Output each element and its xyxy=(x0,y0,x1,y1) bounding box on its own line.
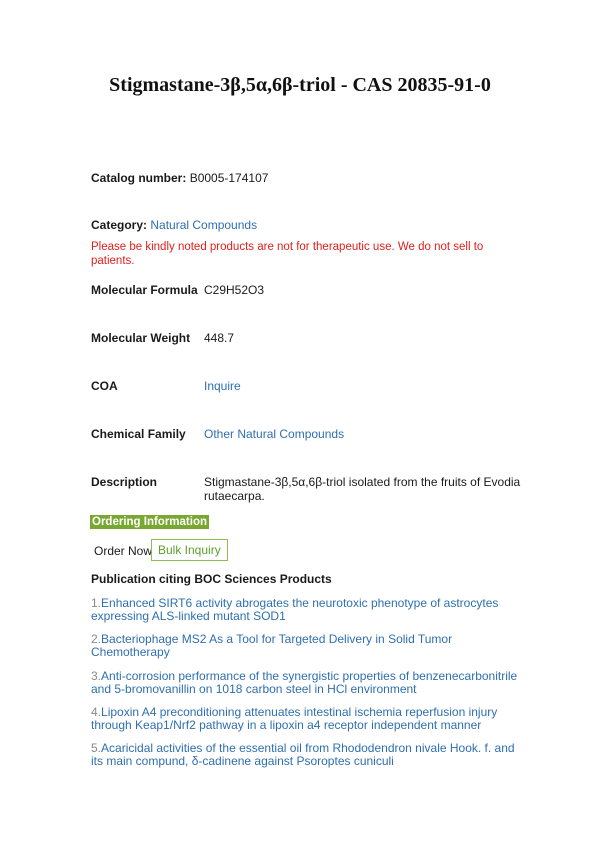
page-title: Stigmastane-3β,5α,6β-triol - CAS 20835-91-0 xyxy=(109,74,491,96)
publication-link[interactable]: Lipoxin A4 preconditioning attenuates intestinal ischemia reperfusion injury through Keap1/Nrf2 pathway in a lipoxin a4 receptor independent manner xyxy=(91,705,498,732)
molecular-weight-label: Molecular Weight xyxy=(91,331,191,345)
publications-title: Publication citing BOC Sciences Products xyxy=(91,572,332,586)
description-value: Stigmastane-3β,5α,6β-triol isolated from the fruits of Evodia rutaecarpa. xyxy=(204,475,521,503)
category-link[interactable]: Natural Compounds xyxy=(150,218,258,232)
molecular-formula-value: C29H52O3 xyxy=(204,283,265,297)
therapeutic-use-notice: Please be kindly noted products are not for therapeutic use. We do not sell to patients. xyxy=(91,241,484,267)
publication-number: 1. xyxy=(91,596,102,610)
bulk-inquiry-button[interactable]: Bulk Inquiry xyxy=(151,539,228,561)
catalog-number xyxy=(91,171,268,185)
publication-item[interactable] xyxy=(91,706,521,732)
chemical-family-label: Chemical Family xyxy=(91,427,186,441)
catalog-number-value: B0005-174107 xyxy=(189,171,269,185)
publication-link[interactable]: Bacteriophage MS2 As a Tool for Targeted Delivery in Solid Tumor Chemotherapy xyxy=(91,632,453,659)
catalog-number-label: Catalog number: xyxy=(91,171,187,185)
publication-link[interactable]: Anti-corrosion performance of the synergistic properties of benzenecarbonitrile and 5-bromovanillin on 1018 carbon steel in HCl environment xyxy=(91,669,518,696)
publication-number: 5. xyxy=(91,741,102,755)
publication-item[interactable] xyxy=(91,633,521,659)
coa-label: COA xyxy=(91,379,118,393)
publication-link[interactable]: Acaricidal activities of the essential oil from Rhododendron nivale Hook. f. and its main compund, δ-cadinene against Psoroptes cuniculi xyxy=(91,741,515,768)
publication-item[interactable] xyxy=(91,597,521,623)
publication-number: 4. xyxy=(91,705,102,719)
publication-item[interactable] xyxy=(91,670,521,696)
molecular-weight-value: 448.7 xyxy=(204,331,235,345)
publication-link[interactable]: Enhanced SIRT6 activity abrogates the neurotoxic phenotype of astrocytes expressing ALS-linked mutant SOD1 xyxy=(91,596,499,623)
category xyxy=(91,218,257,232)
description-label: Description xyxy=(91,475,158,489)
chemical-family-link[interactable]: Other Natural Compounds xyxy=(204,427,345,441)
ordering-information-header: Ordering Information xyxy=(92,516,207,528)
molecular-formula-label: Molecular Formula xyxy=(91,283,198,297)
coa-inquire-link[interactable]: Inquire xyxy=(204,379,241,393)
publication-number: 2. xyxy=(91,632,102,646)
order-now-label: Order Now xyxy=(94,544,153,558)
category-label: Category: xyxy=(91,218,148,232)
publication-number: 3. xyxy=(91,669,102,683)
publication-item[interactable] xyxy=(91,742,521,768)
